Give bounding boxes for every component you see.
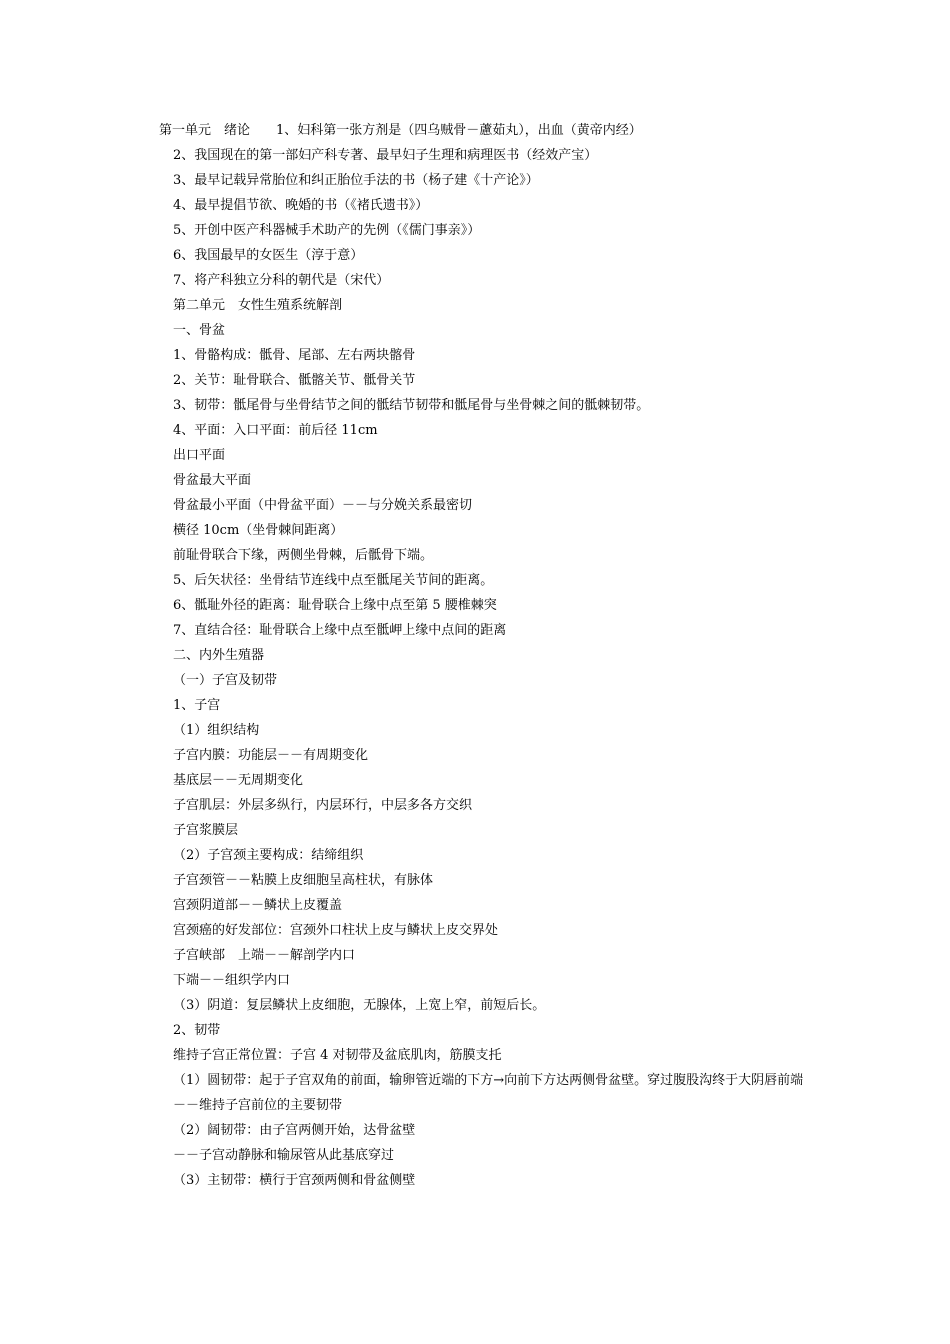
- text-line: 子宫峡部 上端－－解剖学内口: [173, 948, 356, 963]
- text-line: 1、骨骼构成：骶骨、尾部、左右两块髂骨: [173, 348, 416, 363]
- text-line: 子宫内膜：功能层－－有周期变化: [173, 748, 369, 763]
- text-line: 骨盆最小平面（中骨盆平面）－－与分娩关系最密切: [173, 498, 473, 513]
- text-line: 骨盆最大平面: [173, 473, 252, 488]
- text-line: 2、韧带: [173, 1023, 221, 1038]
- text-line: 横径 10cm（坐骨棘间距离）: [173, 523, 344, 538]
- text-line: 前耻骨联合下缘，两侧坐骨棘，后骶骨下端。: [173, 548, 434, 563]
- text-line: 3、韧带：骶尾骨与坐骨结节之间的骶结节韧带和骶尾骨与坐骨棘之间的骶棘韧带。: [173, 398, 650, 413]
- text-line: （3）主韧带：横行于宫颈两侧和骨盆侧壁: [173, 1173, 416, 1188]
- text-line: 下端－－组织学内口: [173, 973, 291, 988]
- text-line: 3、最早记载异常胎位和纠正胎位手法的书（杨子建《十产论》）: [173, 173, 539, 188]
- text-line: 2、我国现在的第一部妇产科专著、最早妇子生理和病理医书（经效产宝）: [173, 148, 598, 163]
- text-line: 2、关节：耻骨联合、骶髂关节、骶骨关节: [173, 373, 416, 388]
- text-line: 4、平面：入口平面：前后径 11cm: [173, 423, 378, 438]
- text-line: 宫颈阴道部－－鳞状上皮覆盖: [173, 898, 343, 913]
- text-line: 5、开创中医产科器械手术助产的先例（《儒门事亲》）: [173, 223, 481, 238]
- text-line: 4、最早提倡节欲、晚婚的书（《褚氏遗书》）: [173, 198, 429, 213]
- document-body: [143, 118, 823, 1193]
- text-line: －－子宫动静脉和输尿管从此基底穿过: [173, 1148, 395, 1163]
- subsection-heading: 二、内外生殖器: [173, 648, 265, 663]
- text-line: 维持子宫正常位置：子宫 4 对韧带及盆底肌肉，筋膜支托: [173, 1048, 502, 1063]
- text-line: 第一单元 绪论 1、妇科第一张方剂是（四乌贼骨－藘茹丸），出血（黄帝内经）: [159, 123, 642, 138]
- text-line: （1）圆韧带：起于子宫双角的前面，输卵管近端的下方→向前下方达两侧骨盆壁。穿过腹股沟终于大阴唇前端: [173, 1073, 804, 1088]
- text-line: （3）阴道：复层鳞状上皮细胞，无腺体，上宽上窄，前短后长。: [173, 998, 546, 1013]
- text-line: （一）子宫及韧带: [173, 673, 278, 688]
- text-line: 6、骶耻外径的距离：耻骨联合上缘中点至第 5 腰椎棘突: [173, 598, 497, 613]
- text-line: 5、后矢状径：坐骨结节连线中点至骶尾关节间的距离。: [173, 573, 494, 588]
- text-line: （2）子宫颈主要构成：结缔组织: [173, 848, 364, 863]
- section-heading: 第二单元 女性生殖系统解剖: [173, 298, 343, 313]
- text-line: 6、我国最早的女医生（淳于意）: [173, 248, 364, 263]
- text-line: 子宫肌层：外层多纵行，内层环行，中层多各方交织: [173, 798, 473, 813]
- subsection-heading: 一、骨盆: [173, 323, 226, 338]
- text-line: 7、直结合径：耻骨联合上缘中点至骶岬上缘中点间的距离: [173, 623, 507, 638]
- text-line: 7、将产科独立分科的朝代是（宋代）: [173, 273, 390, 288]
- text-line: （1）组织结构: [173, 723, 260, 738]
- text-line: （2）阔韧带：由子宫两侧开始，达骨盆壁: [173, 1123, 416, 1138]
- text-line: 子宫颈管－－粘膜上皮细胞呈高柱状，有脉体: [173, 873, 434, 888]
- text-line: 基底层－－无周期变化: [173, 773, 304, 788]
- text-line: 子宫浆膜层: [173, 823, 239, 838]
- text-line: 宫颈癌的好发部位：宫颈外口柱状上皮与鳞状上皮交界处: [173, 923, 499, 938]
- text-line: 出口平面: [173, 448, 226, 463]
- text-line: －－维持子宫前位的主要韧带: [173, 1098, 343, 1113]
- text-line: 1、子宫: [173, 698, 221, 713]
